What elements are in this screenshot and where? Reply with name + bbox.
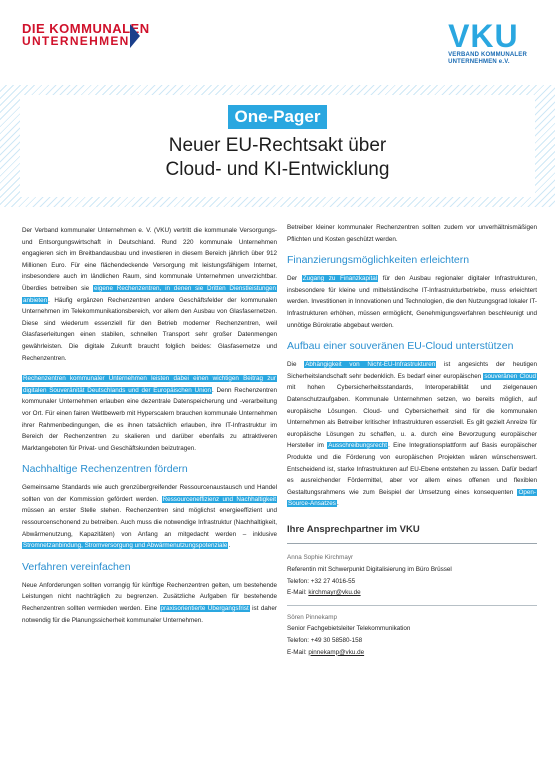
heading-finanzierung: Finanzierungsmöglichkeiten erleichtern [287, 254, 470, 267]
highlight-finanzkapital: Zugang zu Finanzkapital [302, 275, 378, 283]
highlight-uebergangsfrist: praxisorientierte Übergangsfrist [160, 605, 249, 613]
contact-role: Senior Fachgebietsleiter Telekommunikation [287, 625, 411, 633]
contact-block-2 [287, 612, 537, 658]
highlight-ausschreibungsrecht: Ausschreibungsrecht [328, 442, 388, 450]
vku-logo-sub2: UNTERNEHMEN e.V. [448, 59, 510, 65]
heading-eu-cloud: Aufbau einer souveränen EU-Cloud unterstützen [287, 340, 514, 353]
dku-logo-mark [130, 24, 140, 48]
title-panel [20, 95, 535, 197]
title-banner [0, 85, 555, 207]
sustainability-paragraph: Gemeinsame Standards wie auch grenzübergreifender Ressourcenaustausch und Handel sollten von der Kommission gefördert werden. Ressourceneffizienz und Nachhaltigkeit müssen an erster Stelle stehen. Rechenzentren sind möglichst energieeffizient und ressourcenschonend zu betreiben. Auch muss die notwendige Infrastruktur (Nachhaltigkeit, Abwärmenutzung, Kapazitäten) von Anfang an mitgedacht werden – inklusive Stromnetzanbindung, Stromversorgung und Abwärmenutzungspotenziale. [22, 484, 277, 550]
right-column [287, 222, 537, 658]
contact-heading: Ihre Ansprechpartner im VKU [287, 524, 537, 545]
contact-email-row: E-Mail: kirchmayr@vku.de [287, 589, 361, 597]
intro-paragraph: Der Verband kommunaler Unternehmen e. V. (VKU) vertritt die kommunale Versorgungs- und Entsorgungswirtschaft in Deutschland. Rund 220 kommunale Unternehmen engagieren sich im Breitbandausbau und investieren in diesem Bereich jährlich über 912 Millionen Euro. Für eine flächendeckende Versorgung mit leistungsfähigem Internet, insbesondere auch im ländlichen Raum, sind kommunale Unternehmen unverzichtbar. Überdies betreiben sie eigene Rechenzentren, in denen sie Dritten Dienstleistungen anbieten. Häufig ergänzen Rechenzentren andere Geschäftsfelder der kommunalen Unternehmen im Telekommunikationsbereich, vor allem den Ausbau von Glasfasernetzen. Diese sind wiederum essenziell für den Betrieb moderner Rechenzentren, weil Glasfaserleitungen einen stabilen, schnellen Transport sehr großer Datenmengen gewährleisten. Die digitale Zukunft braucht folglich beides: Glasfasernetze und Rechenzentren. [22, 227, 277, 362]
highlight-souveraene-cloud: souveränen Cloud [484, 372, 536, 380]
contact-name: Sören Pinnekamp [287, 613, 338, 621]
contact-email-link[interactable]: kirchmayr@vku.de [308, 589, 361, 597]
highlight-rechenzentren: eigene Rechenzentren, in denen sie Dritten Dienstleistungen anbieten [23, 284, 276, 304]
highlight-stromnetz: Stromnetzanbindung, Stromversorgung und Abwärmenutzungspotenziale [23, 542, 228, 550]
contact-divider [287, 605, 537, 606]
contact-phone: Telefon: +49 30 58580-158 [287, 637, 363, 645]
highlight-open-source: Open-Source-Ansatzes [288, 488, 536, 508]
highlight-souveraenitaet: Rechenzentren kommunaler Unternehmen leisten dabei einen wichtigen Beitrag zur digitalen Souveränität Deutschlands und der Europäischen Union [23, 375, 276, 394]
heading-nachhaltig: Nachhaltige Rechenzentren fördern [22, 463, 188, 476]
sovereignty-paragraph: Rechenzentren kommunaler Unternehmen leisten dabei einen wichtigen Beitrag zur digitalen Souveränität Deutschlands und der Europäischen Union. Denn Rechenzentren kommunaler Unternehmen erlauben eine dezentrale Datenspeicherung und -verarbeitung vor Ort. Für einen fairen Wettbewerb mit Hyperscalern brauchen kommunale Unternehmen ihrer Rahmenbedingungen, die es ihnen tatsächlich erlauben, ihre IT-Infrastruktur im Bereich der Rechenzentren zu skalieren und darüber ebenfalls zu attraktiveren Marktangeboten für Privat- und Geschäftskunden beizutragen. [22, 375, 277, 452]
vku-logo [448, 20, 527, 66]
title-line1: Neuer EU-Rechtsakt über [168, 135, 387, 156]
title-line2: Cloud- und KI-Entwicklung [165, 159, 390, 180]
page-header [0, 0, 555, 85]
cloud-paragraph: Die Abhängigkeit von Nicht-EU-Infrastrukturen ist angesichts der heutigen Sicherheitslandschaft sehr bedenklich. Es bedarf einer europäischen souveränen Cloud mit hohen Cybersicherheitsstandards, Interoperabilität und zielgenauen Datenschutzaufgaben. Kommunale Unternehmen setzen, wo bereits möglich, auf europäische Lösungen. Cloud- und Cybersicherheit sind für die kommunalen Unternehmen als Betreiber kritischer Infrastrukturen essenziell. Es gilt gezielt Anreize für europäische Lösungen zu schaffen, u. a. durch eine Bevorzugung europäischer Hersteller im Ausschreibungsrecht. Eine Integrationsplattform auf Basis europäischer Produkte und die Förderung von europäischen Projekten wären wünschenswert. Entscheidend ist, starke Infrastrukturen auf EU-Ebene entstehen zu lassen. Dafür bedarf es ausreichender Fördermittel, aber vor allem eines offenen und flexiblen Gestaltungsrahmens wie zum Beispiel der Umsetzung eines konsequenten Open-Source-Ansatzes. [287, 361, 537, 508]
highlight-ressourceneffizienz: Ressourceneffizienz und Nachhaltigkeit [162, 495, 276, 503]
financing-paragraph: Der Zugang zu Finanzkapital für den Ausbau regionaler digitaler Infrastrukturen, insbesondere für kleine und mittelständische IT-Infrastrukturbetriebe, muss erleichtert werden. Investitionen in Innovationen und Technologien, die den Nutzungsgrad lokaler IT-Infrastrukturen erhöhen, müssen ermöglicht, Genehmigungsverfahren beschleunigt und unnötige Bürokratie abgebaut werden. [287, 275, 538, 329]
dku-logo [22, 22, 150, 48]
dku-logo-line1: DIE KOMMUNALEN [22, 21, 150, 36]
left-column [22, 225, 277, 635]
dku-logo-line2: UNTERNEHMEN [22, 34, 130, 48]
one-pager-badge: One-Pager [228, 105, 328, 129]
contact-block-1 [287, 552, 537, 598]
vku-logo-letters: VKU [448, 18, 519, 54]
procedure-paragraph: Neue Anforderungen sollten vorrangig für künftige Rechenzentren gelten, um bestehende Leistungen nicht nachträglich zu begrenzen. Zusätzliche Aufgaben für bestehende Rechenzentren sollten vermieden werden. Eine praxisorientierte Übergangsfrist ist daher notwendig für die Planungssicherheit kommunaler Unternehmen. [22, 581, 278, 624]
contact-email-link[interactable]: pinnekamp@vku.de [308, 648, 365, 656]
contact-name: Anna Sophie Kirchmayr [287, 554, 354, 562]
highlight-abhaengigkeit: Abhängigkeit von Nicht-EU-Infrastrukturen [305, 361, 436, 369]
contact-email-row: E-Mail: pinnekamp@vku.de [287, 648, 365, 656]
contact-phone: Telefon: +32 27 4016-55 [287, 577, 356, 585]
vku-logo-sub1: VERBAND KOMMUNALER [448, 52, 527, 58]
continuation-paragraph: Betreiber kleiner kommunaler Rechenzentren sollten zudem vor unverhältnismäßigen Pflichten und Kosten geschützt werden. [287, 224, 537, 243]
contact-role: Referentin mit Schwerpunkt Digitalisierung im Büro Brüssel [287, 566, 452, 574]
heading-verfahren: Verfahren vereinfachen [22, 560, 131, 573]
